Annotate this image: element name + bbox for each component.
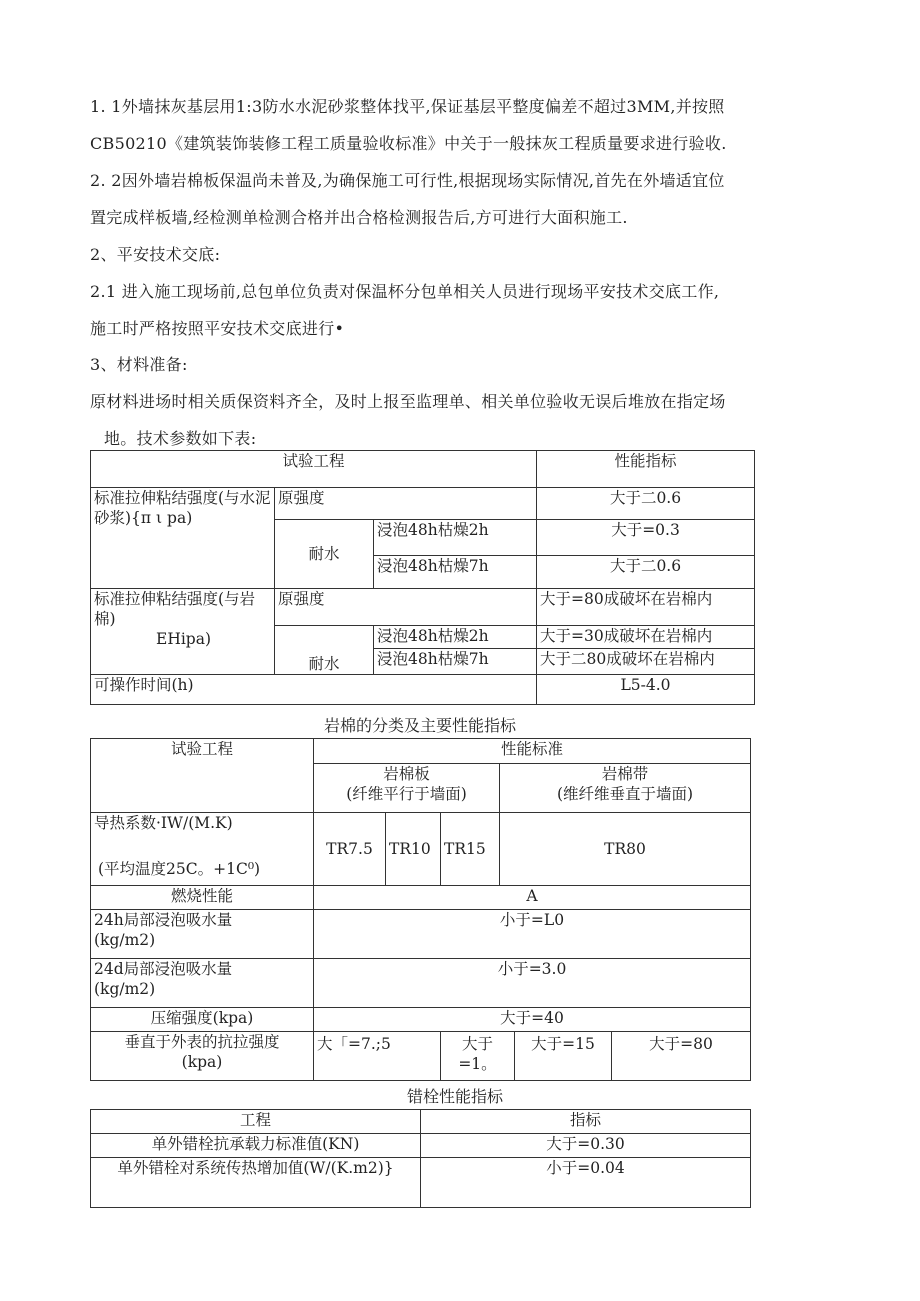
t2-combustion-value: A [314, 886, 751, 910]
t2-absorb24d [91, 959, 314, 1008]
t1-row1-water: 耐水 [275, 520, 374, 589]
paragraph-1-line-1: 1. 1外墙抹灰基层用1:3防水水泥砂浆整体找平,保证基层平整度偏差不超过3MM,并按照 [90, 97, 725, 116]
t1-header-perf: 性能指标 [537, 451, 755, 488]
t2-compress: 压缩强度(kpa) [91, 1008, 314, 1032]
t2-thermal-b: (平均温度25C。+1C⁰) [98, 860, 261, 878]
t1-row2-label-a: 标准拉伸粘结强度(与岩棉) [94, 590, 256, 628]
t1-row2-original-value: 大于=80成破坏在岩棉内 [537, 589, 755, 626]
t2-strip-label: 岩棉带 [601, 765, 649, 783]
t2-header-perf: 性能标准 [314, 739, 751, 764]
t1-row1-water-b: 浸泡48h枯燥7h [374, 556, 537, 589]
t1-row1-water-b-value: 大于二0.6 [537, 556, 755, 589]
t1-row2-water-a-value: 大于=30成破坏在岩棉内 [537, 626, 755, 649]
t2-tr80: TR80 [500, 813, 751, 886]
t3-row2: 单外错栓对系统传热增加值(W/(K.m2)} [91, 1158, 421, 1208]
t1-row2-water-b-value: 大于二80成破坏在岩棉内 [537, 649, 755, 675]
t2-absorb24h [91, 910, 314, 959]
t3-header-item: 工程 [91, 1110, 421, 1134]
heading-materials: 3、材料准备: [90, 355, 188, 374]
t2-absorb24d-b: (kg/m2) [94, 980, 156, 998]
heading-safety: 2、平安技术交底: [90, 245, 221, 264]
t2-absorb24h-value: 小于=L0 [314, 910, 751, 959]
t1-row2-label-b: EHipa) [156, 630, 211, 648]
t2-tensile-v1: 大「=7.;5 [314, 1032, 441, 1081]
t1-row1-original-value: 大于二0.6 [537, 488, 755, 520]
t1-row1-water-a-value: 大于=0.3 [537, 520, 755, 556]
t1-row1-water-a: 浸泡48h枯燥2h [374, 520, 537, 556]
paragraph-4-line-1: 原材料进场时相关质保资料齐全，及时上报至监理单、相关单位验收无误后堆放在指定场 [90, 392, 726, 411]
paragraph-2-line-1: 2. 2因外墙岩棉板保温尚未普及,为确保施工可行性,根据现场实际情况,首先在外墙适宜位 [90, 171, 725, 190]
t2-strip [500, 764, 751, 813]
t1-row2-water-b: 浸泡48h枯燥7h [374, 649, 537, 675]
t2-thermal [91, 813, 314, 886]
t1-row2-water-a: 浸泡48h枯燥2h [374, 626, 537, 649]
t1-row1-original: 原强度 [275, 488, 537, 520]
t2-strip-sub: (维纤维垂直于墙面) [556, 785, 694, 803]
t1-row1-label: 标准拉伸粘结强度(与水泥砂浆){π ι pa) [91, 488, 275, 589]
paragraph-3-line-2: 施工时严格按照平安技术交底进行• [90, 319, 345, 338]
paragraph-4-line-2: 地。技术参数如下表: [104, 429, 257, 448]
t2-tr10: TR10 [386, 813, 441, 886]
anchor-table-caption: 错栓性能指标 [406, 1087, 503, 1106]
t2-header-item: 试验工程 [91, 739, 314, 813]
t2-tr15: TR15 [441, 813, 500, 886]
rockwool-table [90, 738, 751, 1081]
t1-row2-label [91, 589, 275, 675]
t2-board [314, 764, 500, 813]
paragraph-2-line-2: 置完成样板墙,经检测单检测合格并出合格检测报告后,方可进行大面积施工. [90, 208, 628, 227]
paragraph-1-line-2: CB50210《建筑装饰装修工程工质量验收标准》中关于一般抹灰工程质量要求进行验收. [90, 134, 727, 153]
t3-row1-value: 大于=0.30 [421, 1134, 751, 1158]
t2-tensile [91, 1032, 314, 1081]
rockwool-table-caption: 岩棉的分类及主要性能指标 [323, 716, 516, 735]
t3-row1: 单外错栓抗承载力标准值(KN) [91, 1134, 421, 1158]
t2-tensile-a: 垂直于外表的抗拉强度 [124, 1033, 280, 1051]
t1-row2-original: 原强度 [275, 589, 537, 626]
t2-board-label: 岩棉板 [383, 765, 430, 783]
t2-thermal-a: 导热系数·IW/(M.K) [94, 814, 233, 832]
anchor-table [90, 1109, 751, 1208]
t2-tensile-b: (kpa) [181, 1053, 223, 1071]
t2-tensile-v2: 大于=1。 [441, 1032, 515, 1081]
t2-absorb24d-a: 24d局部浸泡吸水量 [94, 960, 233, 978]
t3-header-index: 指标 [421, 1110, 751, 1134]
t2-tr75: TR7.5 [314, 813, 386, 886]
t1-header-item: 试验工程 [91, 451, 537, 488]
t2-combustion: 燃烧性能 [91, 886, 314, 910]
t1-row3-label: 可操作时间(h) [91, 675, 537, 705]
t2-absorb24d-value: 小于=3.0 [314, 959, 751, 1008]
t2-compress-value: 大于=40 [314, 1008, 751, 1032]
bond-strength-table [90, 450, 755, 705]
t1-row3-value: L5-4.0 [537, 675, 755, 705]
t1-row2-water: 耐水 [275, 626, 374, 675]
t2-tensile-v3: 大于=15 [515, 1032, 612, 1081]
t3-row2-value: 小于=0.04 [421, 1158, 751, 1208]
t2-absorb24h-b: (kg/m2) [94, 931, 156, 949]
t2-tensile-v4: 大于=80 [612, 1032, 751, 1081]
paragraph-3-line-1: 2.1 进入施工现场前,总包单位负责对保温杯分包单相关人员进行现场平安技术交底工作, [90, 282, 720, 301]
t2-absorb24h-a: 24h局部浸泡吸水量 [94, 911, 233, 929]
t2-board-sub: (纤维平行于墙面) [346, 785, 467, 803]
